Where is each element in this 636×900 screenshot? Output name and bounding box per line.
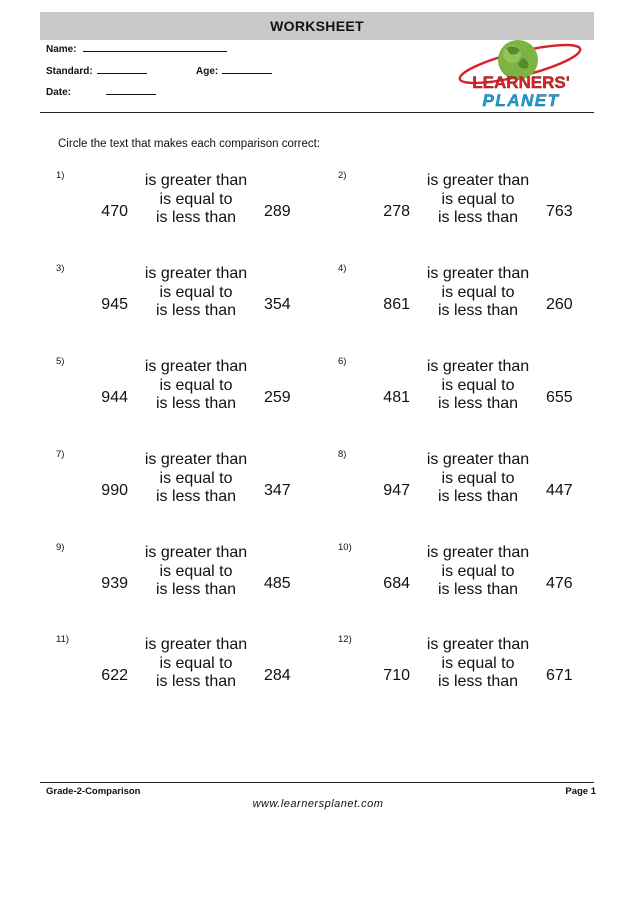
comparison-options: [128, 172, 264, 228]
comparison-problem: [56, 263, 326, 343]
comparison-options: [128, 544, 264, 600]
option-equal-to[interactable]: is equal to: [441, 190, 515, 208]
right-number: 284: [264, 667, 291, 684]
name-label: Name:: [46, 44, 77, 55]
option-equal-to[interactable]: is equal to: [159, 283, 233, 301]
option-greater-than[interactable]: is greater than: [426, 358, 530, 375]
date-field[interactable]: [46, 85, 156, 99]
learners-planet-logo: [448, 38, 594, 110]
option-equal-to[interactable]: is equal to: [159, 654, 233, 672]
option-less-than[interactable]: is less than: [155, 209, 237, 226]
left-number: 990: [101, 482, 128, 499]
option-greater-than[interactable]: is greater than: [144, 451, 248, 468]
option-less-than[interactable]: is less than: [437, 395, 519, 412]
option-less-than[interactable]: is less than: [437, 488, 519, 505]
option-greater-than[interactable]: is greater than: [426, 265, 530, 282]
comparison-options: [128, 636, 264, 692]
option-equal-to[interactable]: is equal to: [441, 469, 515, 487]
comparison-problem: [338, 356, 608, 436]
option-less-than[interactable]: is less than: [437, 581, 519, 598]
date-line[interactable]: [106, 85, 156, 95]
left-number: 278: [383, 203, 410, 220]
footer-grade-label: Grade-2-Comparison: [46, 786, 141, 797]
comparison-problem: [338, 542, 608, 622]
comparison-options: [410, 451, 546, 507]
left-number: 861: [383, 296, 410, 313]
option-greater-than[interactable]: is greater than: [144, 544, 248, 561]
option-less-than[interactable]: is less than: [155, 395, 237, 412]
left-number: 684: [383, 575, 410, 592]
option-equal-to[interactable]: is equal to: [441, 376, 515, 394]
problem-number: 1): [56, 170, 65, 181]
option-less-than[interactable]: is less than: [155, 581, 237, 598]
comparison-options: [410, 636, 546, 692]
footer-website: www.learnersplanet.com: [252, 798, 384, 810]
right-number: 354: [264, 296, 291, 313]
option-equal-to[interactable]: is equal to: [159, 190, 233, 208]
option-greater-than[interactable]: is greater than: [426, 172, 530, 189]
option-less-than[interactable]: is less than: [437, 673, 519, 690]
footer-divider: [40, 782, 594, 783]
comparison-problem: [56, 634, 326, 714]
option-equal-to[interactable]: is equal to: [441, 283, 515, 301]
option-equal-to[interactable]: is equal to: [441, 562, 515, 580]
problem-number: 9): [56, 542, 65, 553]
comparison-options: [128, 451, 264, 507]
problem-number: 2): [338, 170, 347, 181]
comparison-options: [410, 544, 546, 600]
footer-page-number: Page 1: [565, 786, 596, 797]
right-number: 259: [264, 389, 291, 406]
standard-line[interactable]: [97, 64, 147, 74]
comparison-options: [410, 265, 546, 321]
option-less-than[interactable]: is less than: [437, 209, 519, 226]
right-number: 763: [546, 203, 573, 220]
option-equal-to[interactable]: is equal to: [159, 469, 233, 487]
option-greater-than[interactable]: is greater than: [426, 544, 530, 561]
option-greater-than[interactable]: is greater than: [426, 451, 530, 468]
standard-field[interactable]: [46, 64, 147, 78]
right-number: 655: [546, 389, 573, 406]
option-greater-than[interactable]: is greater than: [144, 358, 248, 375]
left-number: 944: [101, 389, 128, 406]
problem-number: 12): [338, 634, 352, 645]
left-number: 939: [101, 575, 128, 592]
comparison-problem: [338, 263, 608, 343]
problem-number: 3): [56, 263, 65, 274]
problem-number: 10): [338, 542, 352, 553]
comparison-problem: [56, 449, 326, 529]
name-line[interactable]: [83, 42, 227, 52]
option-greater-than[interactable]: is greater than: [144, 265, 248, 282]
option-less-than[interactable]: is less than: [155, 488, 237, 505]
problem-number: 4): [338, 263, 347, 274]
age-line[interactable]: [222, 64, 272, 74]
right-number: 485: [264, 575, 291, 592]
comparison-options: [410, 172, 546, 228]
option-greater-than[interactable]: is greater than: [144, 172, 248, 189]
logo-text-top: LEARNERS': [472, 73, 570, 92]
comparison-problem: [338, 634, 608, 714]
right-number: 447: [546, 482, 573, 499]
comparison-problem: [56, 542, 326, 622]
comparison-options: [410, 358, 546, 414]
left-number: 470: [101, 203, 128, 220]
age-field[interactable]: [196, 64, 272, 78]
logo-text-bottom: PLANET: [482, 91, 560, 110]
comparison-options: [128, 358, 264, 414]
instructions: Circle the text that makes each comparison correct:: [58, 138, 321, 150]
comparison-problem: [56, 356, 326, 436]
left-number: 710: [383, 667, 410, 684]
date-label: Date:: [46, 87, 72, 98]
option-equal-to[interactable]: is equal to: [159, 562, 233, 580]
comparison-problem: [56, 170, 326, 250]
option-greater-than[interactable]: is greater than: [144, 636, 248, 653]
comparison-options: [128, 265, 264, 321]
left-number: 947: [383, 482, 410, 499]
problem-number: 7): [56, 449, 65, 460]
option-equal-to[interactable]: is equal to: [441, 654, 515, 672]
right-number: 260: [546, 296, 573, 313]
left-number: 945: [101, 296, 128, 313]
problem-number: 8): [338, 449, 347, 460]
name-field[interactable]: [46, 42, 227, 56]
worksheet-title: WORKSHEET: [40, 12, 594, 40]
left-number: 622: [101, 667, 128, 684]
problem-number: 6): [338, 356, 347, 367]
header-divider: [40, 112, 594, 113]
right-number: 476: [546, 575, 573, 592]
left-number: 481: [383, 389, 410, 406]
option-less-than[interactable]: is less than: [155, 302, 237, 319]
standard-label: Standard:: [46, 66, 93, 77]
option-less-than[interactable]: is less than: [155, 673, 237, 690]
option-less-than[interactable]: is less than: [437, 302, 519, 319]
right-number: 347: [264, 482, 291, 499]
right-number: 289: [264, 203, 291, 220]
problem-number: 11): [56, 634, 70, 645]
comparison-problem: [338, 449, 608, 529]
problem-number: 5): [56, 356, 65, 367]
option-greater-than[interactable]: is greater than: [426, 636, 530, 653]
comparison-problem: [338, 170, 608, 250]
option-equal-to[interactable]: is equal to: [159, 376, 233, 394]
age-label: Age:: [196, 66, 219, 77]
right-number: 671: [546, 667, 573, 684]
